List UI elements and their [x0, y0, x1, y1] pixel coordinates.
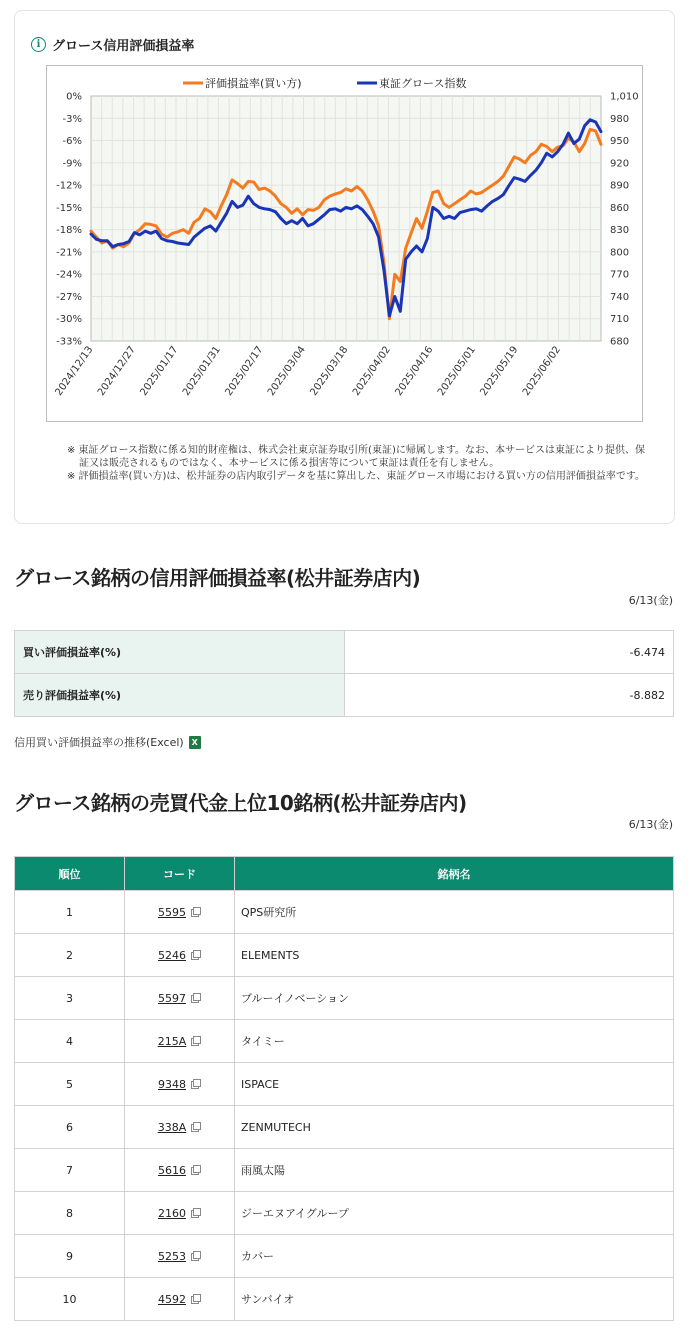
y-right-tick-label: 830 — [610, 225, 630, 237]
copy-icon[interactable] — [191, 1208, 201, 1218]
y-left-tick-label: -30% — [56, 314, 82, 326]
rank-cell: 5 — [15, 1063, 125, 1106]
table-row — [15, 1149, 674, 1192]
copy-icon[interactable] — [191, 907, 201, 917]
stock-name-cell: タイミー — [235, 1020, 674, 1063]
ranking-header-row — [15, 857, 674, 891]
stock-code-link[interactable]: 5595 — [158, 905, 186, 919]
x-tick-label: 2025/05/01 — [435, 344, 478, 398]
x-tick-label: 2025/01/17 — [138, 344, 181, 398]
table-row — [15, 977, 674, 1020]
table-row — [15, 1235, 674, 1278]
table-row — [15, 1020, 674, 1063]
table-row — [15, 1192, 674, 1235]
ranking-table — [14, 856, 674, 1321]
rank-cell: 10 — [15, 1278, 125, 1321]
y-right-tick-label: 770 — [610, 269, 630, 281]
stock-code-link[interactable]: 338A — [157, 1120, 187, 1134]
chart-frame — [46, 65, 643, 422]
copy-icon[interactable] — [191, 993, 201, 1003]
copy-icon[interactable] — [191, 1036, 201, 1046]
stock-name-cell: ジーエヌアイグループ — [235, 1192, 674, 1235]
stock-name-cell: ISPACE — [235, 1063, 674, 1106]
x-tick-label: 2025/02/17 — [223, 344, 266, 398]
rank-cell: 2 — [15, 934, 125, 977]
stock-code-link[interactable]: 5616 — [158, 1163, 186, 1177]
rank-cell: 7 — [15, 1149, 125, 1192]
y-left-tick-label: -21% — [56, 247, 82, 259]
note-definition: ※ 評価損益率(買い方)は、松井証券の店内取引データを基に算出した、東証グロース市場における買い方の信用評価損益率です。 — [67, 471, 646, 482]
stock-name-cell: 雨風太陽 — [235, 1149, 674, 1192]
x-tick-label: 2024/12/13 — [53, 344, 96, 398]
chart-card-title-text: グロース信用評価損益率 — [52, 39, 195, 54]
table-row — [15, 934, 674, 977]
y-right-tick-label: 680 — [610, 336, 630, 348]
rank-cell: 8 — [15, 1192, 125, 1235]
y-right-tick-label: 740 — [610, 291, 630, 303]
excel-link-text[interactable]: 信用買い評価損益率の推移(Excel) — [14, 736, 184, 749]
code-cell — [125, 1106, 235, 1149]
stock-code-link[interactable]: 4592 — [158, 1292, 186, 1306]
legend-label: 評価損益率(買い方) — [205, 77, 302, 90]
ranking-section-date: 6/13(金) — [628, 818, 673, 831]
stock-code-link[interactable]: 5253 — [158, 1249, 186, 1263]
stock-name-cell: カバー — [235, 1235, 674, 1278]
copy-icon[interactable] — [191, 1122, 201, 1132]
y-right-tick-label: 980 — [610, 113, 630, 125]
stock-name-cell: サンバイオ — [235, 1278, 674, 1321]
copy-icon[interactable] — [191, 1251, 201, 1261]
code-cell — [125, 934, 235, 977]
eval-label-sell: 売り評価損益率(%) — [15, 674, 345, 717]
code-cell — [125, 1020, 235, 1063]
y-right-tick-label: 890 — [610, 180, 630, 192]
code-cell — [125, 891, 235, 934]
y-left-tick-label: -15% — [56, 202, 82, 214]
stock-code-link[interactable]: 5597 — [158, 991, 186, 1005]
y-right-tick-label: 710 — [610, 314, 630, 326]
line-chart — [47, 66, 644, 423]
ranking-section-title: グロース銘柄の売買代金上位10銘柄(松井証券店内) — [14, 791, 467, 815]
eval-section-date: 6/13(金) — [628, 594, 673, 607]
stock-name-cell: QPS研究所 — [235, 891, 674, 934]
x-tick-label: 2025/05/19 — [478, 344, 521, 398]
stock-code-link[interactable]: 215A — [157, 1034, 187, 1048]
y-left-tick-label: -6% — [62, 136, 82, 148]
y-left-tick-label: -24% — [56, 269, 82, 281]
copy-icon[interactable] — [191, 1294, 201, 1304]
x-tick-label: 2025/03/04 — [265, 344, 308, 398]
table-row — [15, 1063, 674, 1106]
eval-section-title: グロース銘柄の信用評価損益率(松井証券店内) — [14, 566, 421, 590]
y-left-tick-label: 0% — [66, 91, 82, 103]
rank-cell: 6 — [15, 1106, 125, 1149]
note-trademark: ※ 東証グロース指数に係る知的財産権は、株式会社東京証券取引所(東証)に帰属します。なお、本サービスは東証により提供、保証又は販売されるものではなく、本サービスに係る損害等について東証は責任を有しません。 — [67, 445, 646, 469]
rank-cell: 4 — [15, 1020, 125, 1063]
y-left-tick-label: -9% — [62, 158, 82, 170]
header-rank: 順位 — [15, 857, 125, 891]
eval-row-buy — [15, 631, 674, 674]
eval-value-buy: -6.474 — [345, 631, 674, 674]
excel-icon[interactable]: X — [189, 736, 201, 749]
rank-cell: 1 — [15, 891, 125, 934]
legend-label: 東証グロース指数 — [379, 77, 467, 90]
copy-icon[interactable] — [191, 1165, 201, 1175]
stock-name-cell: ZENMUTECH — [235, 1106, 674, 1149]
copy-icon[interactable] — [191, 1079, 201, 1089]
table-row — [15, 891, 674, 934]
info-icon[interactable]: i — [31, 37, 46, 52]
table-row — [15, 1278, 674, 1321]
code-cell — [125, 977, 235, 1020]
table-row — [15, 1106, 674, 1149]
stock-code-link[interactable]: 9348 — [158, 1077, 186, 1091]
chart-card — [14, 10, 675, 524]
chart-notes — [67, 444, 647, 483]
stock-name-cell: ブルーイノベーション — [235, 977, 674, 1020]
eval-row-sell — [15, 674, 674, 717]
y-left-tick-label: -18% — [56, 225, 82, 237]
y-left-tick-label: -27% — [56, 291, 82, 303]
rank-cell: 3 — [15, 977, 125, 1020]
x-tick-label: 2025/06/02 — [520, 344, 563, 398]
y-right-tick-label: 800 — [610, 247, 630, 259]
eval-label-buy: 買い評価損益率(%) — [15, 631, 345, 674]
y-right-tick-label: 860 — [610, 202, 630, 214]
y-left-tick-label: -33% — [56, 336, 82, 348]
y-left-tick-label: -12% — [56, 180, 82, 192]
x-tick-label: 2025/04/02 — [350, 344, 393, 398]
code-cell — [125, 1192, 235, 1235]
code-cell — [125, 1063, 235, 1106]
rank-cell: 9 — [15, 1235, 125, 1278]
y-left-tick-label: -3% — [62, 113, 82, 125]
chart-card-title — [31, 35, 194, 54]
x-tick-label: 2025/04/16 — [393, 344, 436, 398]
header-code: コード — [125, 857, 235, 891]
stock-code-link[interactable]: 2160 — [158, 1206, 186, 1220]
code-cell — [125, 1149, 235, 1192]
code-cell — [125, 1278, 235, 1321]
stock-name-cell: ELEMENTS — [235, 934, 674, 977]
stock-code-link[interactable]: 5246 — [158, 948, 186, 962]
eval-value-sell: -8.882 — [345, 674, 674, 717]
x-tick-label: 2025/03/18 — [308, 344, 351, 398]
x-tick-label: 2024/12/27 — [95, 344, 138, 398]
eval-table — [14, 630, 674, 717]
y-right-tick-label: 920 — [610, 158, 630, 170]
y-right-tick-label: 1,010 — [610, 91, 639, 103]
code-cell — [125, 1235, 235, 1278]
excel-download-link[interactable] — [14, 734, 201, 750]
y-right-tick-label: 950 — [610, 136, 630, 148]
header-name: 銘柄名 — [235, 857, 674, 891]
copy-icon[interactable] — [191, 950, 201, 960]
x-tick-label: 2025/01/31 — [180, 344, 223, 398]
